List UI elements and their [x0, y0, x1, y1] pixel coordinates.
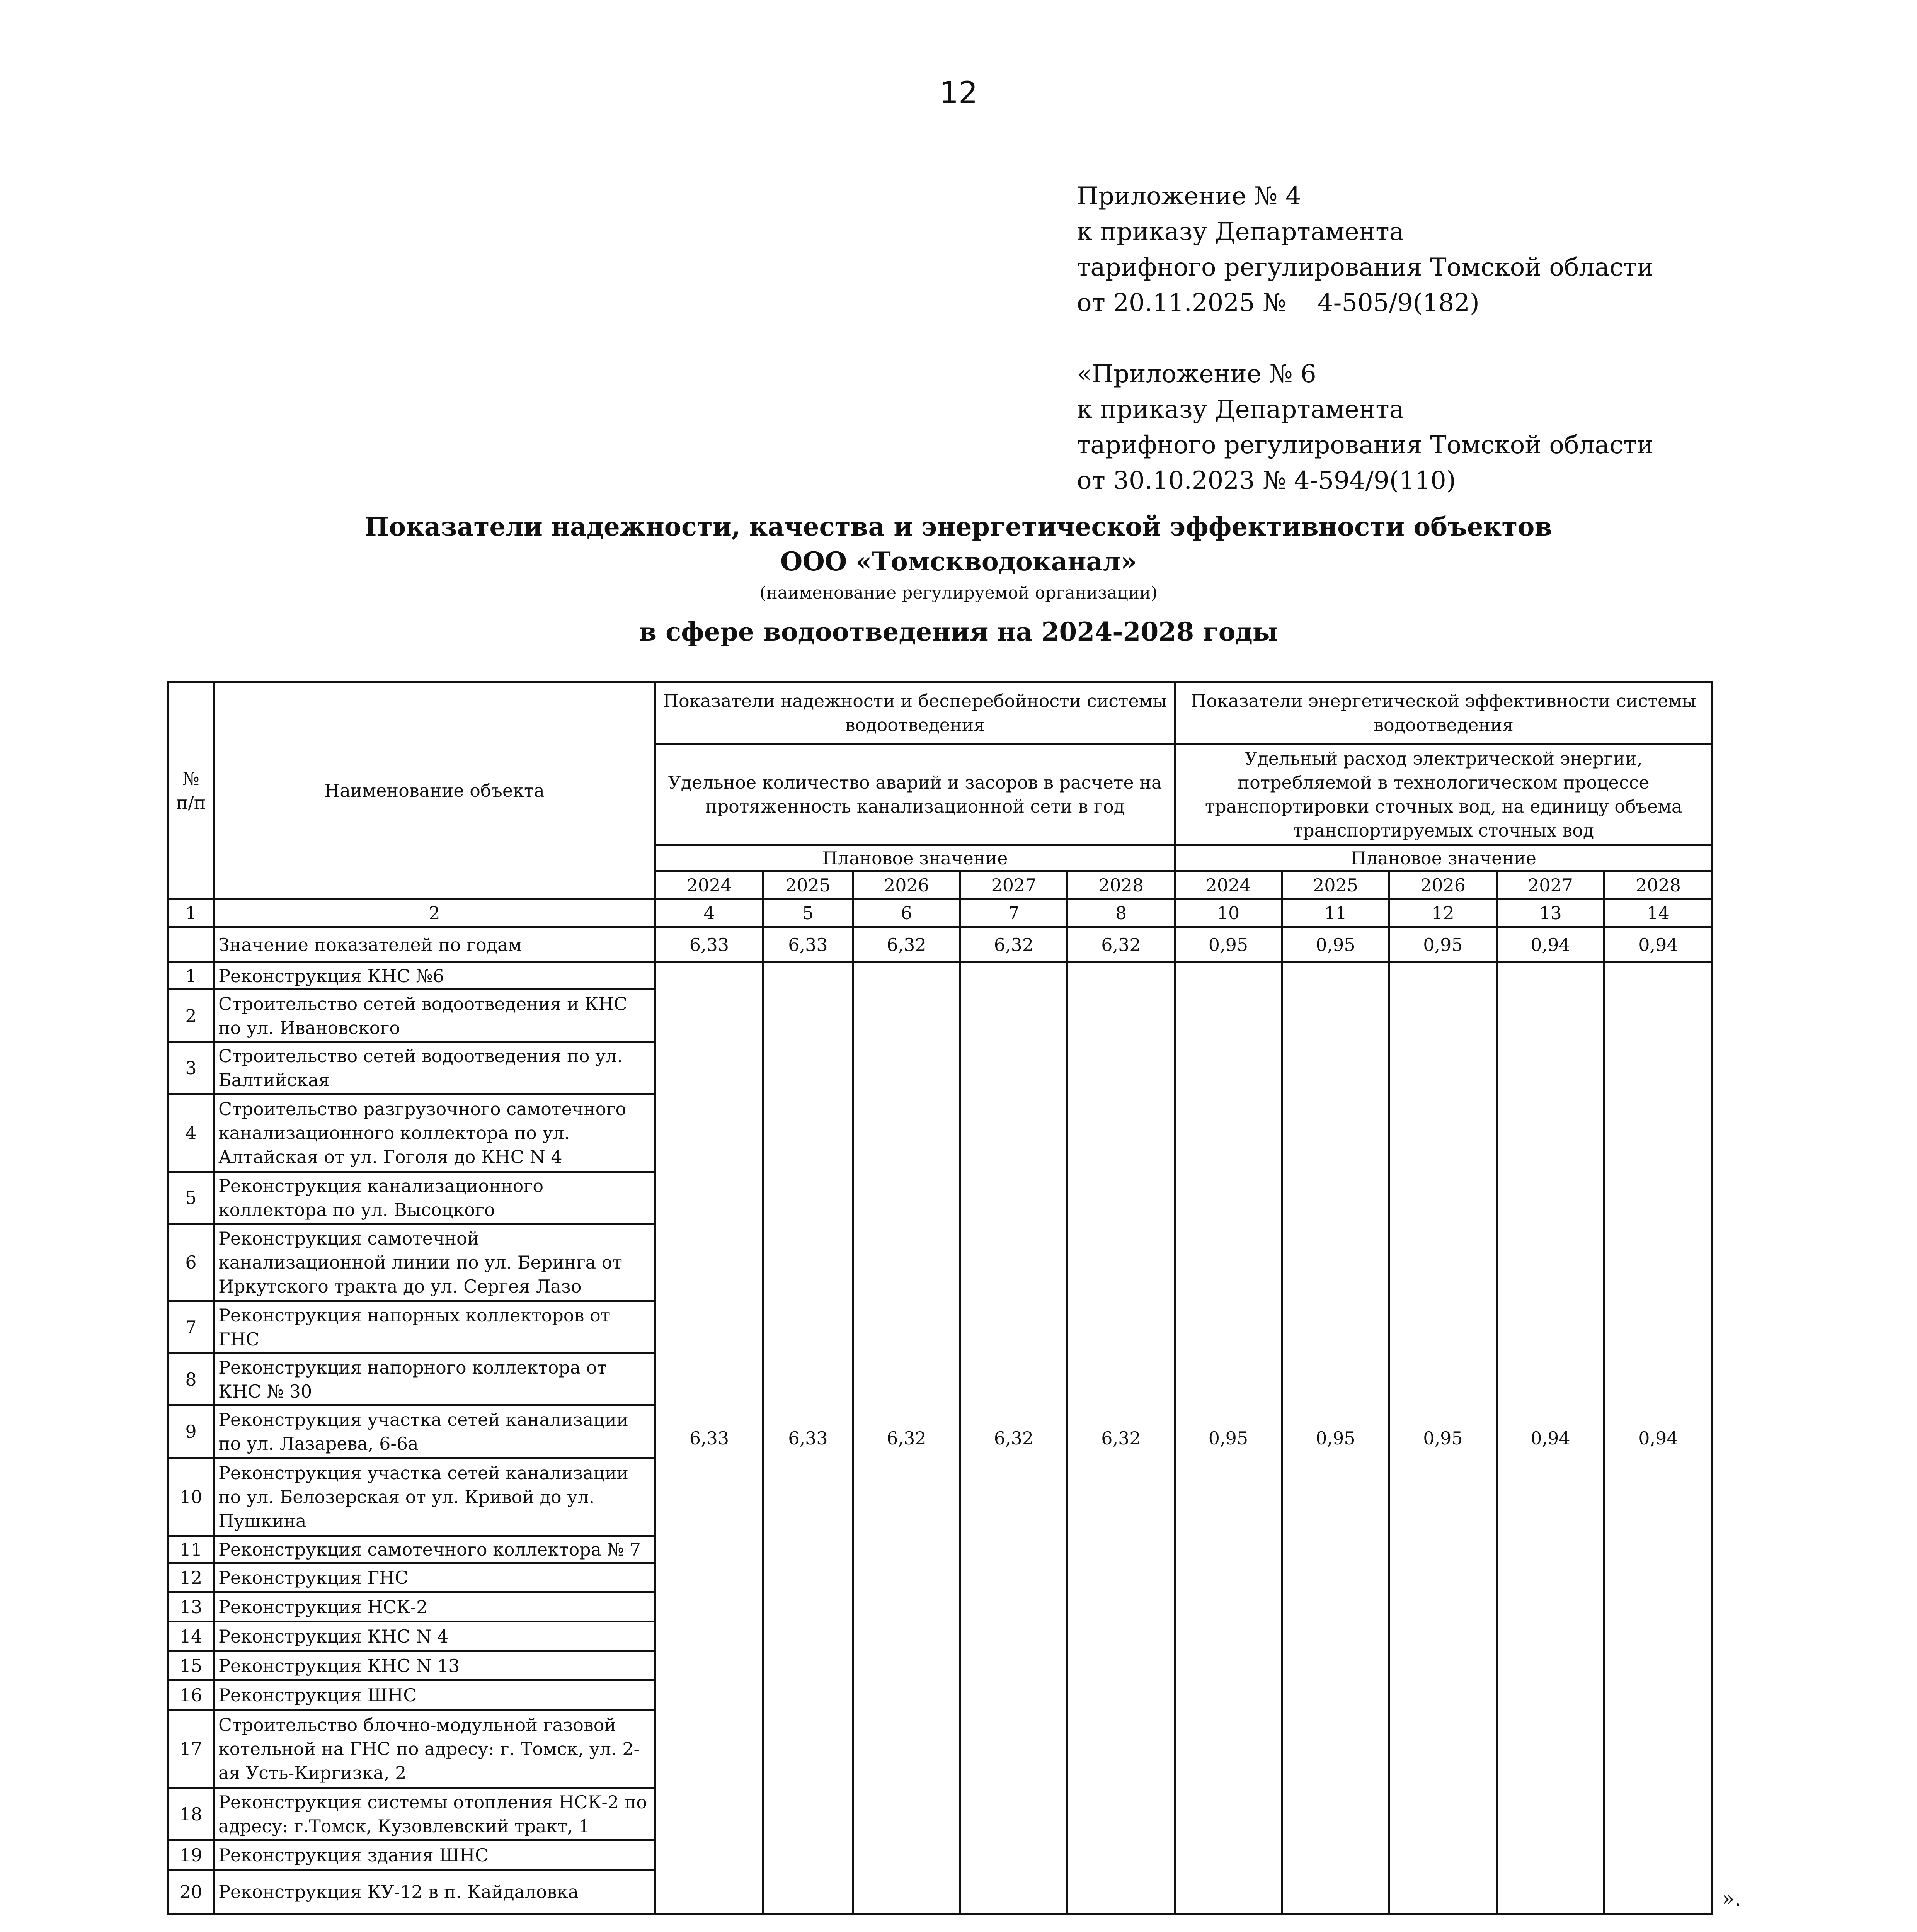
- object-name: Строительство сетей водоотведения по ул. Балтийская: [214, 1042, 655, 1094]
- summary-value: 6,33: [763, 927, 853, 963]
- header-reliability-indicator: Удельное количество аварий и засоров в расчете на протяженность канализационной сети в год: [655, 744, 1175, 845]
- column-number-cell: 8: [1067, 899, 1175, 927]
- header-num: № п/п: [169, 682, 214, 899]
- object-value: 0,95: [1175, 963, 1282, 1914]
- appendix-current-line: тарифного регулирования Томской области: [1077, 253, 1654, 282]
- object-num: 7: [169, 1301, 214, 1354]
- summary-num-cell: [169, 927, 214, 963]
- object-name: Реконструкция КНС N 4: [214, 1622, 655, 1651]
- object-num: 14: [169, 1622, 214, 1651]
- organization-name: ООО «Томскводоканал»: [780, 546, 1137, 577]
- page-number: 12: [939, 76, 978, 111]
- column-number-cell: 11: [1282, 899, 1389, 927]
- summary-value: 6,32: [853, 927, 960, 963]
- object-value: 6,32: [853, 963, 960, 1914]
- header-energy-indicator: Удельный расход электрической энергии, потребляемой в технологическом процессе транспортировки сточных вод, на единицу объема транспортируемых сточных вод: [1175, 744, 1713, 845]
- summary-value: 6,32: [960, 927, 1067, 963]
- object-value: 0,94: [1604, 963, 1713, 1914]
- column-number-cell: 1: [169, 899, 214, 927]
- object-row: [169, 963, 1713, 990]
- summary-row: [169, 927, 1713, 963]
- appendix-current-line: от 20.11.2025 № 4-505/9(182): [1077, 289, 1479, 317]
- object-name: Реконструкция здания ШНС: [214, 1840, 655, 1870]
- appendix-original-line: к приказу Департамента: [1077, 395, 1404, 424]
- object-name: Реконструкция самотечной канализационной линии по ул. Беринга от Иркутского тракта до ул. Сергея Лазо: [214, 1224, 655, 1301]
- header-year: 2026: [853, 871, 960, 899]
- object-num: 3: [169, 1042, 214, 1094]
- object-num: 16: [169, 1680, 214, 1710]
- indicators-table: [167, 681, 1713, 1915]
- header-planned-reliability: Плановое значение: [655, 845, 1175, 871]
- object-name: Реконструкция ГНС: [214, 1563, 655, 1592]
- object-name: Реконструкция КНС N 13: [214, 1651, 655, 1680]
- header-year: 2027: [1497, 871, 1604, 899]
- appendix-current-line: Приложение № 4: [1077, 182, 1301, 211]
- appendix-original-line: «Приложение № 6: [1077, 360, 1316, 388]
- object-num: 10: [169, 1458, 214, 1536]
- header-year: 2024: [1175, 871, 1282, 899]
- object-num: 17: [169, 1710, 214, 1788]
- object-name: Реконструкция участка сетей канализации по ул. Лазарева, 6-6а: [214, 1405, 655, 1458]
- column-number-cell: 6: [853, 899, 960, 927]
- object-num: 12: [169, 1563, 214, 1592]
- object-num: 20: [169, 1870, 214, 1914]
- header-year: 2025: [1282, 871, 1389, 899]
- header-year: 2028: [1067, 871, 1175, 899]
- column-number-row: [169, 899, 1713, 927]
- appendix-current: [1077, 179, 1888, 321]
- appendix-original-line: от 30.10.2023 № 4-594/9(110): [1077, 466, 1456, 495]
- header-year: 2025: [763, 871, 853, 899]
- object-value: 6,33: [655, 963, 763, 1914]
- header-year: 2027: [960, 871, 1067, 899]
- object-num: 18: [169, 1788, 214, 1840]
- summary-label: Значение показателей по годам: [214, 927, 655, 963]
- header-energy-group: Показатели энергетической эффективности системы водоотведения: [1175, 682, 1713, 744]
- appendix-original-line: тарифного регулирования Томской области: [1077, 431, 1654, 459]
- object-value: 6,33: [763, 963, 853, 1914]
- object-value: 0,95: [1282, 963, 1389, 1914]
- object-value: 6,32: [960, 963, 1067, 1914]
- summary-value: 0,95: [1175, 927, 1282, 963]
- appendix-current-line: к приказу Департамента: [1077, 218, 1404, 246]
- object-name: Реконструкция КУ-12 в п. Кайдаловка: [214, 1870, 655, 1914]
- object-num: 15: [169, 1651, 214, 1680]
- summary-value: 0,95: [1389, 927, 1497, 963]
- header-reliability-group: Показатели надежности и бесперебойности системы водоотведения: [655, 682, 1175, 744]
- object-name: Строительство сетей водоотведения и КНС по ул. Ивановского: [214, 990, 655, 1042]
- object-num: 19: [169, 1840, 214, 1870]
- column-number-cell: 5: [763, 899, 853, 927]
- appendix-original: [1077, 356, 1888, 498]
- column-number-cell: 10: [1175, 899, 1282, 927]
- object-name: Реконструкция напорного коллектора от КНС № 30: [214, 1354, 655, 1405]
- object-name: Реконструкция напорных коллекторов от ГНС: [214, 1301, 655, 1354]
- column-number-cell: 14: [1604, 899, 1713, 927]
- summary-value: 6,33: [655, 927, 763, 963]
- object-value: 0,94: [1497, 963, 1604, 1914]
- column-number-cell: 12: [1389, 899, 1497, 927]
- column-number-cell: 13: [1497, 899, 1604, 927]
- header-object-name: Наименование объекта: [214, 682, 655, 899]
- column-number-cell: 2: [214, 899, 655, 927]
- object-num: 5: [169, 1172, 214, 1224]
- object-name: Реконструкция самотечного коллектора № 7: [214, 1536, 655, 1563]
- object-name: Реконструкция ШНС: [214, 1680, 655, 1710]
- summary-value: 0,95: [1282, 927, 1389, 963]
- header-year: 2024: [655, 871, 763, 899]
- header-year: 2026: [1389, 871, 1497, 899]
- object-num: 9: [169, 1405, 214, 1458]
- object-num: 4: [169, 1094, 214, 1172]
- document-subtitle: в сфере водоотведения на 2024-2028 годы: [639, 617, 1278, 647]
- header-year: 2028: [1604, 871, 1713, 899]
- object-value: 0,95: [1389, 963, 1497, 1914]
- summary-value: 0,94: [1497, 927, 1604, 963]
- object-name: Строительство разгрузочного самотечного канализационного коллектора по ул. Алтайская от ул. Гоголя до КНС N 4: [214, 1094, 655, 1172]
- object-num: 2: [169, 990, 214, 1042]
- organization-caption: (наименование регулируемой организации): [759, 583, 1158, 603]
- object-name: Реконструкция НСК-2: [214, 1592, 655, 1622]
- object-num: 13: [169, 1592, 214, 1622]
- object-num: 8: [169, 1354, 214, 1405]
- document-title: Показатели надежности, качества и энергетической эффективности объектов: [364, 512, 1553, 542]
- header-planned-energy: Плановое значение: [1175, 845, 1713, 871]
- object-num: 1: [169, 963, 214, 990]
- object-name: Реконструкция участка сетей канализации по ул. Белозерская от ул. Кривой до ул. Пушкина: [214, 1458, 655, 1536]
- object-name: Строительство блочно-модульной газовой котельной на ГНС по адресу: г. Томск, ул. 2-ая Усть-Киргизка, 2: [214, 1710, 655, 1788]
- object-value: 6,32: [1067, 963, 1175, 1914]
- column-number-cell: 4: [655, 899, 763, 927]
- closing-quote: ».: [1722, 1886, 1742, 1911]
- summary-value: 0,94: [1604, 927, 1713, 963]
- object-name: Реконструкция системы отопления НСК-2 по адресу: г.Томск, Кузовлевский тракт, 1: [214, 1788, 655, 1840]
- object-name: Реконструкция канализационного коллектора по ул. Высоцкого: [214, 1172, 655, 1224]
- column-number-cell: 7: [960, 899, 1067, 927]
- object-num: 6: [169, 1224, 214, 1301]
- object-name: Реконструкция КНС №6: [214, 963, 655, 990]
- object-num: 11: [169, 1536, 214, 1563]
- summary-value: 6,32: [1067, 927, 1175, 963]
